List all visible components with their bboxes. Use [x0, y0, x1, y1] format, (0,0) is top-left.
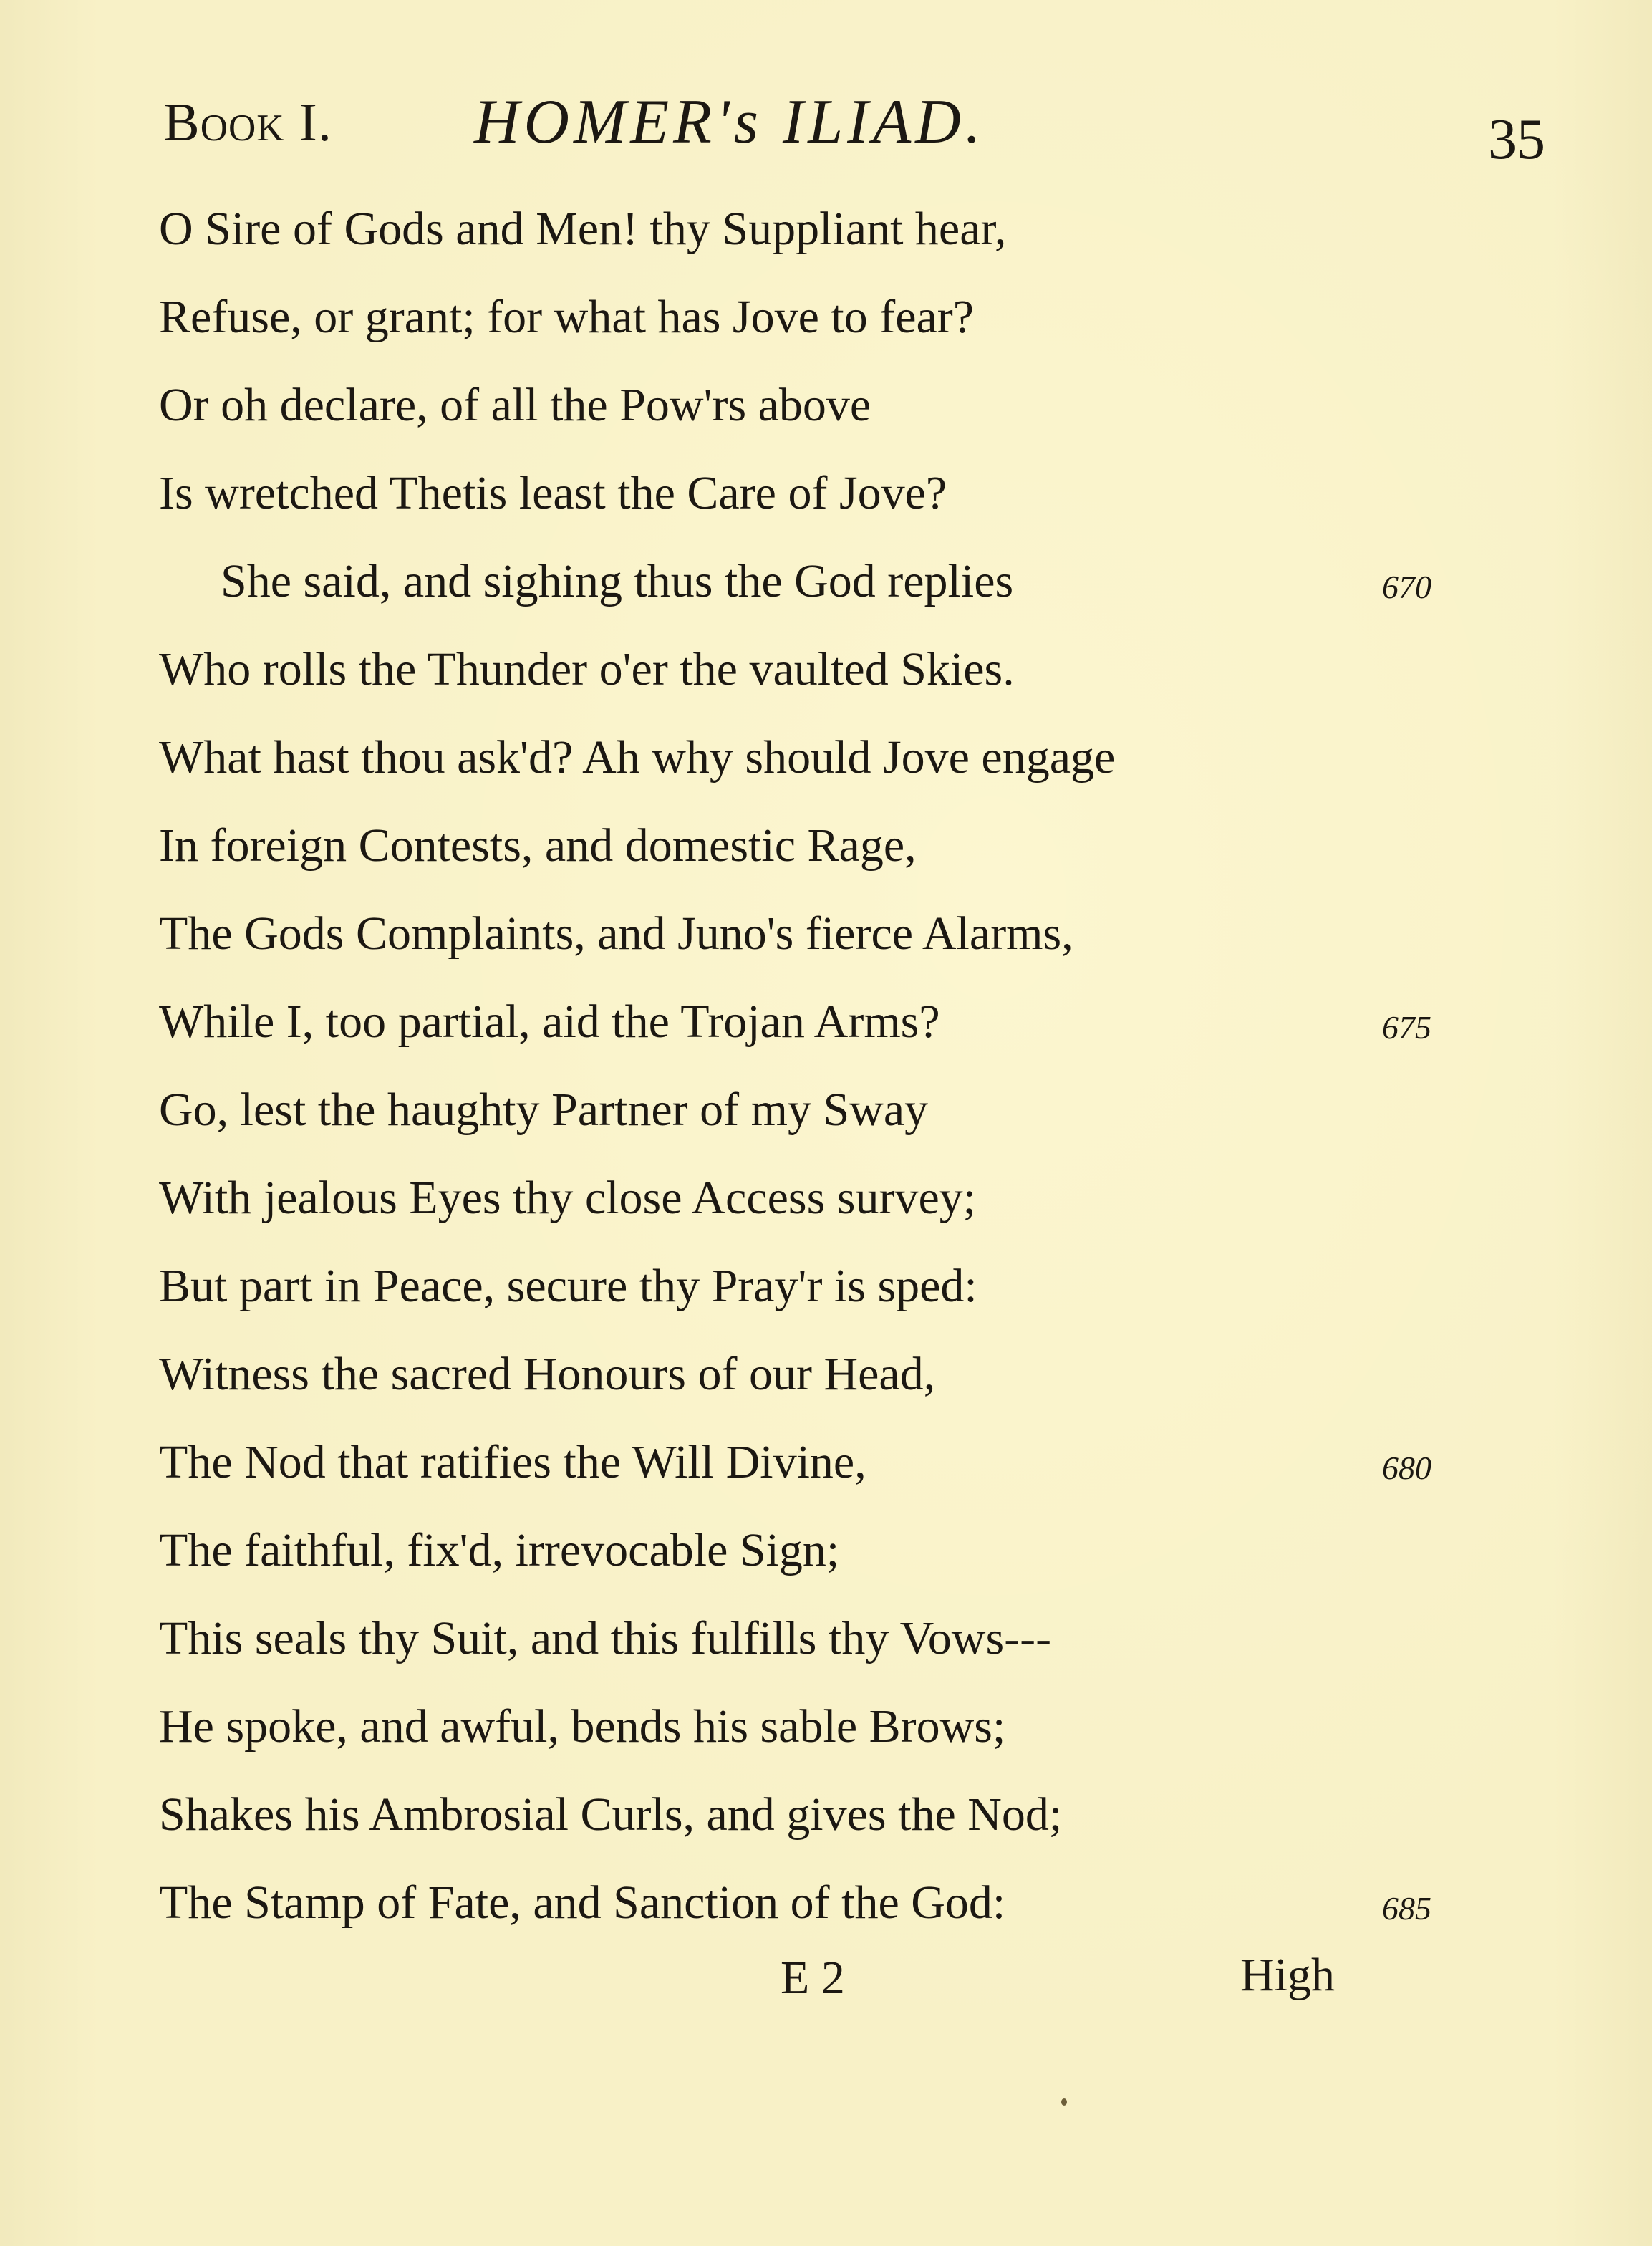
verse-line: Who rolls the Thunder o'er the vaulted Skies.: [159, 643, 1015, 695]
printer-signature: E 2: [781, 1952, 845, 2004]
line-number: 680: [1382, 1450, 1431, 1486]
verse-line: Shakes his Ambrosial Curls, and gives the Nod;: [159, 1788, 1063, 1841]
book-title: HOMER's ILIAD.: [474, 87, 985, 157]
verse-line: Or oh declare, of all the Pow'rs above: [159, 379, 871, 431]
page-number: 35: [1488, 108, 1545, 171]
book-label: Book I.: [163, 92, 332, 153]
verse-line: The faithful, fix'd, irrevocable Sign;: [159, 1524, 840, 1576]
verse-line: He spoke, and awful, bends his sable Brows;: [159, 1700, 1006, 1753]
verse-line: Go, lest the haughty Partner of my Sway: [159, 1084, 929, 1136]
verse-line: With jealous Eyes thy close Access survey;: [159, 1172, 977, 1224]
line-number: 685: [1382, 1890, 1431, 1927]
ink-speck: [1061, 2098, 1067, 2106]
verse-line: In foreign Contests, and domestic Rage,: [159, 819, 917, 872]
verse-line: The Stamp of Fate, and Sanction of the God:: [159, 1876, 1006, 1929]
verse-line: The Gods Complaints, and Juno's fierce Alarms,: [159, 907, 1073, 960]
verse-line: This seals thy Suit, and this fulfills thy Vows---: [159, 1612, 1052, 1664]
catchword: High: [1240, 1949, 1335, 2001]
verse-line: While I, too partial, aid the Trojan Arms?: [159, 996, 940, 1048]
verse-line: O Sire of Gods and Men! thy Suppliant hear,: [159, 203, 1007, 255]
verse-line: Refuse, or grant; for what has Jove to fear?: [159, 291, 975, 343]
line-number: 675: [1382, 1009, 1431, 1046]
verse-line: Is wretched Thetis least the Care of Jove?: [159, 467, 947, 519]
verse-line: But part in Peace, secure thy Pray'r is sped:: [159, 1260, 977, 1312]
line-number: 670: [1382, 569, 1431, 605]
verse-line: Witness the sacred Honours of our Head,: [159, 1348, 936, 1400]
verse-line: She said, and sighing thus the God replies: [221, 555, 1014, 607]
verse-line: The Nod that ratifies the Will Divine,: [159, 1436, 866, 1488]
verse-line: What hast thou ask'd? Ah why should Jove engage: [159, 731, 1116, 784]
